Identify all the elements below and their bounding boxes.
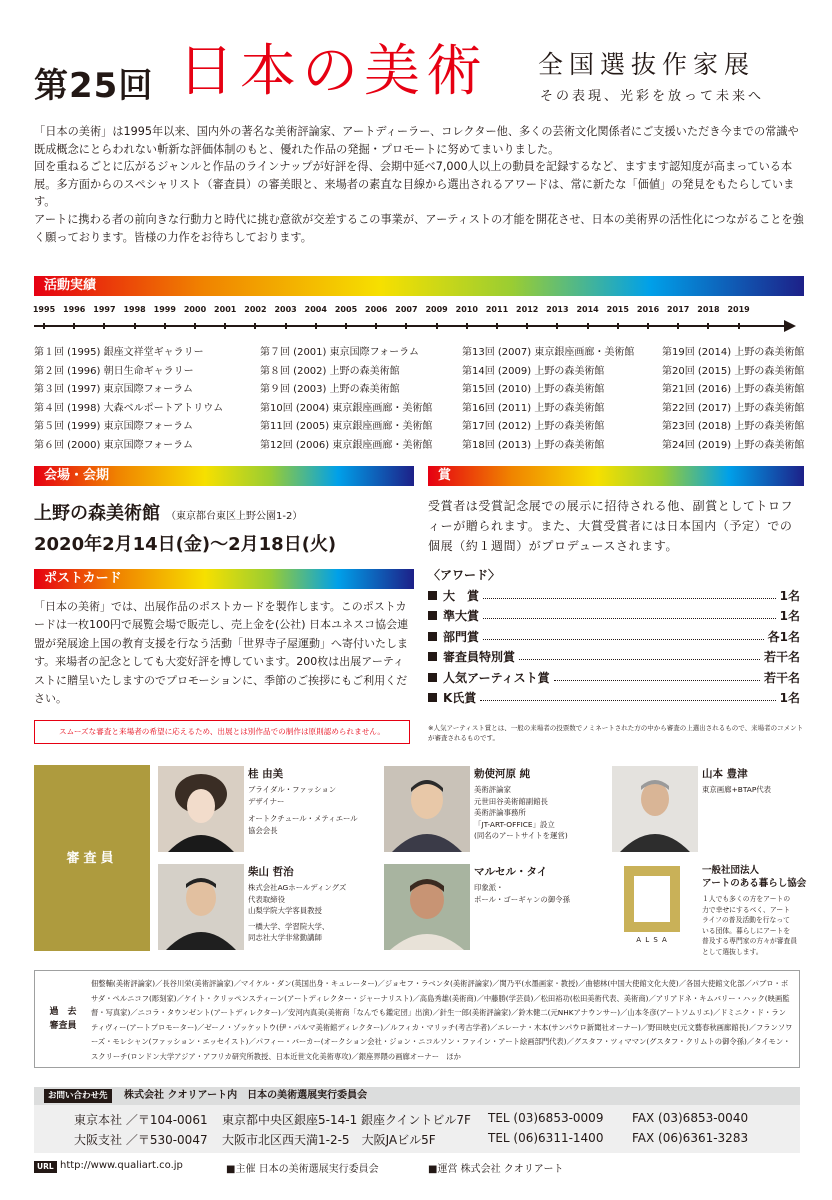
alsa-logo: [620, 864, 684, 948]
award-heading: 〈アワード〉: [428, 568, 501, 582]
timeline-year: 2000: [183, 305, 207, 314]
timeline-tick: [496, 323, 498, 329]
history-column: [462, 344, 634, 456]
jury-desc-line: 株式会社AGホールディングズ: [248, 883, 347, 892]
portrait-icon: [384, 864, 470, 950]
contact-tel: TEL (06)6311-1400: [488, 1131, 604, 1145]
jury-desc-line: ライフの普及活動を行なって: [702, 916, 790, 925]
contact-fax: FAX (06)6361-3283: [632, 1131, 749, 1145]
header: [0, 0, 832, 116]
jury-portrait: [612, 766, 698, 852]
award-count: 1名: [779, 588, 800, 603]
footer: [34, 1160, 800, 1176]
award-count: 1名: [779, 691, 800, 706]
intro-paragraph: 「日本の美術」は1995年以来、国内外の著名な美術評論家、アートディーラー、コレクター他、多くの芸術文化関係者にご支援いただき今までの常識や既成概念にとらわれない斬新な評価体制のもと、優れた作品の発掘・プロモートに努めてまいりました。: [34, 125, 799, 156]
award-list: [428, 585, 800, 708]
jury-name: マルセル・タイ: [474, 866, 548, 878]
venue-date: 2020年2月14日(金)〜2月18日(火): [34, 534, 337, 555]
square-bullet-icon: [428, 652, 437, 661]
history-item: 第11回 (2005) 東京銀座画廊・美術館: [260, 421, 433, 433]
timeline-tick: [556, 323, 558, 329]
dotted-leader: [480, 700, 775, 701]
url-tag: URL: [34, 1161, 57, 1173]
jury-description: [248, 784, 358, 836]
square-bullet-icon: [428, 673, 437, 682]
award-name: 審査員特別賞: [443, 650, 516, 665]
jury-desc-line: 協会会長: [248, 825, 278, 835]
timeline-year: 2007: [395, 305, 418, 314]
award-item: [428, 667, 800, 688]
award-name: 人気アーティスト賞: [443, 670, 550, 685]
timeline-year: 1998: [123, 305, 146, 314]
timeline-year: 2003: [274, 305, 297, 314]
timeline-year: 2002: [244, 305, 267, 314]
jury-desc-line: として選抜します。: [702, 947, 763, 956]
award-item: [428, 606, 800, 627]
history-item: 第21回 (2016) 上野の森美術館: [662, 384, 805, 396]
award-count: 若干名: [763, 670, 800, 685]
timeline-year: 2015: [606, 305, 629, 314]
timeline-tick: [587, 323, 589, 329]
jury-desc-line: オートクチュール・メティエール: [248, 814, 358, 823]
postcard-section-bar: [34, 569, 414, 589]
venue-name: [34, 499, 302, 525]
contact-address: 東京都中央区銀座5-14-1 銀座クイントビル7F: [222, 1113, 471, 1127]
award-count: 1名: [779, 609, 800, 624]
portrait-icon: [158, 766, 244, 852]
timeline-tick: [164, 323, 166, 329]
exhibition-tagline: その表現、光彩を放って未来へ: [540, 89, 765, 104]
history-item: 第15回 (2010) 上野の森美術館: [462, 384, 605, 396]
jury-desc-line: 美術評論事務所: [474, 808, 526, 817]
history-item: 第10回 (2004) 東京銀座画廊・美術館: [260, 402, 433, 414]
timeline-tick: [466, 323, 468, 329]
timeline-year: 2010: [455, 305, 478, 314]
history-item: 第13回 (2007) 東京銀座画廊・美術館: [462, 347, 635, 358]
intro-text: [34, 123, 804, 246]
jury-name: 桂 由美: [248, 768, 284, 780]
postcard-notice: スムーズな審査と来場者の希望に応えるため、出展とは別作品での制作は原則認められません。: [34, 720, 410, 744]
activity-section-title: 活動実績: [44, 278, 97, 293]
contact-branch: 大阪支社 ／〒530-0047: [74, 1133, 208, 1147]
timeline-tick: [677, 323, 679, 329]
timeline-year: 2011: [485, 305, 509, 314]
history-column: [662, 344, 804, 456]
jury-portrait: [384, 766, 470, 852]
organizer-text: ■主催 日本の美術選展実行委員会: [226, 1164, 379, 1175]
timeline-tick: [526, 323, 528, 329]
award-count: 若干名: [763, 650, 800, 665]
timeline-tick: [224, 323, 226, 329]
timeline-year: 2014: [576, 305, 599, 314]
history-item: 第２回 (1996) 朝日生命ギャラリー: [34, 365, 194, 377]
award-name: 部門賞: [443, 629, 480, 644]
dotted-leader: [483, 639, 764, 640]
contact-fax: FAX (03)6853-0040: [632, 1111, 749, 1125]
history-item: 第６回 (2000) 東京国際フォーラム: [34, 439, 194, 451]
contact-address: 大阪市北区西天満1-2-5 大阪JAビル5F: [222, 1133, 436, 1147]
venue-section-bar: [34, 466, 414, 486]
timeline-tick: [738, 323, 740, 329]
jury-description: [702, 784, 771, 796]
timeline-year: 2012: [516, 305, 539, 314]
jury-desc-line: 普及する専門家の方々が審査員: [702, 937, 798, 946]
activity-section-bar: [34, 276, 804, 296]
jury-desc-line: １人でも多くの方をアートの: [702, 895, 791, 903]
jury-description: [702, 894, 797, 958]
square-bullet-icon: [428, 632, 437, 641]
jury-desc-line: 「JT-ART-OFFICE」設立: [474, 819, 555, 829]
intro-paragraph: 回を重ねるごとに広がるジャンルと作品のラインナップが好評を得、会期中延べ7,000人以上の動員を記録するなど、ますます認知度が高まっている本展。多方面からのスペシャリスト（審査員）の審美眼と、来場者の素直な目線から選出されるアワードは、常に新たな「価値」の発見をもたらしています。: [34, 160, 795, 209]
history-item: 第７回 (2001) 東京国際フォーラム: [260, 347, 420, 358]
award-section-title: 賞: [438, 468, 452, 483]
history-item: 第８回 (2002) 上野の森美術館: [260, 365, 400, 377]
award-section-bar: [428, 466, 804, 486]
history-item: 第14回 (2009) 上野の森美術館: [462, 365, 605, 377]
postcard-section-title: ポストカード: [44, 571, 122, 586]
award-description: 受賞者は受賞記念展での展示に招待される他、副賞としてトロフィーが贈られます。また、大賞受賞者には日本国内（予定）での個展（約１週間）がプロデュースされます。: [428, 499, 794, 553]
timeline-tick: [134, 323, 136, 329]
contact-tel: TEL (03)6853-0009: [488, 1111, 604, 1125]
venue-section-title: 会場・会期: [44, 468, 110, 483]
timeline-year: 2013: [546, 305, 569, 314]
history-item: 第22回 (2017) 上野の森美術館: [662, 402, 805, 414]
contact-details: [34, 1105, 800, 1153]
timeline-tick: [103, 323, 105, 329]
past-jury-box: [34, 970, 800, 1068]
award-name: K氏賞: [443, 691, 477, 706]
jury-desc-line: 美術評論家: [474, 785, 511, 794]
exhibition-subtitle: 全国選抜作家展: [538, 50, 756, 79]
timeline-year: 1997: [93, 305, 116, 314]
portrait-icon: [384, 766, 470, 852]
timeline-tick: [194, 323, 196, 329]
portrait-icon: [158, 864, 244, 950]
timeline-tick: [43, 323, 45, 329]
jury-desc-line: デザイナー: [248, 796, 285, 806]
jury-description: [474, 882, 570, 905]
timeline-year: 2016: [636, 305, 660, 314]
website-link[interactable]: http://www.qualiart.co.jp: [60, 1160, 183, 1171]
timeline-tick: [647, 323, 649, 329]
history-item: 第18回 (2013) 上野の森美術館: [462, 439, 605, 451]
dotted-leader: [519, 659, 760, 660]
history-item: 第３回 (1997) 東京国際フォーラム: [34, 384, 194, 396]
portrait-icon: [612, 766, 698, 852]
timeline-year: 2006: [365, 305, 388, 314]
timeline-year: 2017: [667, 305, 690, 314]
award-footnote: ※人気アーティスト賞とは、一般の来場者の投票数でノミネートされた方の中から審査の上選出されるもので、来場者のコメントが審査されるものです。: [428, 724, 804, 742]
timeline-tick: [405, 323, 407, 329]
jury-desc-line: (同名のアートサイトを運営): [474, 831, 568, 840]
award-count: 各1名: [767, 629, 800, 644]
timeline-year: 2009: [425, 305, 448, 314]
award-item: [428, 647, 800, 668]
intro-paragraph: アートに携わる者の前向きな行動力と時代に挑む意欲が交差するこの事業が、アーティストの才能を開花させ、日本の美術界の活性化につながることを強く願っております。皆様の力作をお待ちしております。: [34, 212, 804, 244]
timeline-year: 1996: [63, 305, 86, 314]
award-name: 大 賞: [443, 588, 480, 603]
timeline-year: 1995: [32, 305, 56, 314]
contact-tag: お問い合わせ先: [44, 1089, 112, 1103]
jury-desc-line: いる団体。暮らしにアートを: [702, 926, 791, 935]
timeline-year: 1999: [153, 305, 176, 314]
contact-branch: 東京本社 ／〒104-0061: [74, 1113, 208, 1127]
jury-desc-line: 元世田谷美術館副館長: [474, 796, 548, 806]
timeline-year: 2018: [697, 305, 720, 314]
history-item: 第12回 (2006) 東京銀座画廊・美術館: [260, 439, 433, 451]
square-bullet-icon: [428, 591, 437, 600]
jury-portrait: [158, 766, 244, 852]
contact-header: [34, 1087, 800, 1105]
jury-desc-line: 力で幸せにするべく、アート: [702, 905, 791, 914]
contact-title: 株式会社 クオリアート内 日本の美術選展実行委員会: [124, 1090, 368, 1101]
history-item: 第20回 (2015) 上野の森美術館: [662, 365, 805, 377]
jury-portrait: [158, 864, 244, 950]
dotted-leader: [483, 618, 776, 619]
jury-desc-line: 代表取締役: [248, 894, 285, 904]
timeline-year: 2001: [214, 305, 237, 314]
history-item: 第１回 (1995) 銀座文祥堂ギャラリー: [34, 347, 204, 358]
history-item: 第23回 (2018) 上野の森美術館: [662, 421, 805, 433]
jury-desc-line: 一橋大学、学習院大学、: [248, 921, 330, 931]
history-column: [34, 344, 223, 456]
award-name: 準大賞: [443, 609, 480, 624]
timeline-tick: [375, 323, 377, 329]
timeline-tick: [285, 323, 287, 329]
past-jury-label: 過 去 審査員: [49, 1007, 77, 1031]
square-bullet-icon: [428, 611, 437, 620]
timeline-tick: [436, 323, 438, 329]
jury-desc-line: 東京画廊+BTAP代表: [702, 785, 772, 794]
timeline-tick: [617, 323, 619, 329]
dotted-leader: [483, 598, 776, 599]
dotted-leader: [554, 680, 760, 681]
jury-name: 勅使河原 純: [474, 768, 531, 780]
jury-name: 山本 豊津: [702, 768, 748, 780]
operator-text: ■運営 株式会社 クオリアート: [428, 1164, 564, 1175]
postcard-text: 「日本の美術」では、出展作品のポストカードを製作します。このポストカードは一枚100円で展覧会場で販売し、売上金を(公社) 日本ユネスコ協会連盟が発展途上国の教育支援を行なう活動「世界寺子屋運動」へ寄付いたします。来場者の記念としても大変好評を博しています。200枚は出展アーティストに贈呈いたしますのでプロモーションに、季節のご挨拶にもご利用ください。: [34, 600, 409, 706]
square-bullet-icon: [428, 693, 437, 702]
jury-desc-line: 印象派・: [474, 883, 504, 892]
history-item: 第17回 (2012) 上野の森美術館: [462, 421, 605, 433]
history-item: 第16回 (2011) 上野の森美術館: [462, 402, 605, 414]
jury-desc-line: 山梨学院大学客員教授: [248, 906, 322, 915]
history-column: [260, 344, 432, 456]
history-item: 第４回 (1998) 大森ベルポートアトリウム: [34, 402, 224, 414]
edition-label: 第25回: [34, 66, 154, 106]
timeline-line: [34, 325, 786, 327]
timeline-year: 2019: [727, 305, 750, 314]
jury-name: 一般社団法人 アートのある暮らし協会: [702, 865, 807, 889]
jury-description: [248, 882, 346, 944]
activity-timeline: [34, 305, 804, 335]
history-item: 第９回 (2003) 上野の森美術館: [260, 384, 400, 396]
history-item: 第24回 (2019) 上野の森美術館: [662, 439, 805, 451]
history-item: 第５回 (1999) 東京国際フォーラム: [34, 421, 194, 433]
timeline-tick: [73, 323, 75, 329]
timeline-year: 2005: [334, 305, 358, 314]
jury-label: 審査員: [66, 851, 118, 866]
history-item: 第19回 (2014) 上野の森美術館: [662, 347, 805, 358]
jury-desc-line: ポール・ゴーギャンの御令孫: [474, 894, 570, 904]
timeline-tick: [707, 323, 709, 329]
jury-name: 柴山 哲治: [248, 866, 294, 878]
jury-desc-line: ブライダル・ファッション: [248, 785, 337, 794]
timeline-arrow-icon: [784, 320, 796, 332]
alsa-logo-text: A L S A: [636, 936, 668, 944]
timeline-tick: [345, 323, 347, 329]
jury-desc-line: 同志社大学非常勤講師: [248, 933, 322, 942]
past-jury-list: 佃整輔(美術評論家)／長谷川栄(美術評論家)／マイケル・ダン(英国出身・キュレーター)／ジョセフ・ラベンタ(美術評論家)／関乃平(水墨画家・教授)／曲徳林(中国大使館文化大使)／各国大使館文化部／パブロ・ボサダ・ペルニコフ(彫刻家)／ケイト・クリッペンスティーン(アートディレクター・ジャーナリスト)／高島秀雄(美術商)／中藤勝(学芸員)／松田裕功(松田美術代表、美術商)／アリアドネ・キムバリー・ハック(映画監督・写真家)／ニコラ・タウンゼント(アートディレクター)／安河内真美(美術商「なんでも鑑定団」出演)／針生一郎(美術評論家)／鈴木健二(元NHKアナウンサー)／山本冬彦(アートソムリエ)／ドミニク・ド・ランティヴィー(アートプロモーター)／ゼーノ・ゾッケットウ(伊・パルマ美術館ディレクター)／ルフィカ・マリッチ(考古学者)／エレーナ・木本(サンパウロ新聞社オーナー)／野田映史(元文藝春秋画廊館長)／フランソワーズ・モレシャン(ファッション・エッセイスト)／パフィー・バーカー(オークション会社・ジョン・ニコルソン・ファイン・アート絵画部門代表)／グスタフ・ツィママン(グスタフ・クリムトの御令孫)／タイモン・スクリーチ(ロンドン大学アジア・アフリカ研究所教授、日本近世文化美術専攻)／銀座界隈の画廊オーナー ほか: [91, 979, 793, 1061]
venue-address: （東京都台東区上野公園1-2）: [166, 511, 303, 522]
jury-description: [474, 784, 568, 842]
timeline-tick: [254, 323, 256, 329]
venue-name-text: 上野の森美術館: [34, 503, 160, 524]
timeline-year: 2004: [304, 305, 327, 314]
exhibition-title: 日本の美術: [178, 39, 488, 104]
jury-panel: [34, 765, 150, 951]
award-item: [428, 688, 800, 709]
exhibition-history: [34, 344, 809, 456]
award-item: [428, 626, 800, 647]
award-item: [428, 585, 800, 606]
jury-portrait: [384, 864, 470, 950]
timeline-tick: [315, 323, 317, 329]
timeline-years: [34, 305, 794, 317]
